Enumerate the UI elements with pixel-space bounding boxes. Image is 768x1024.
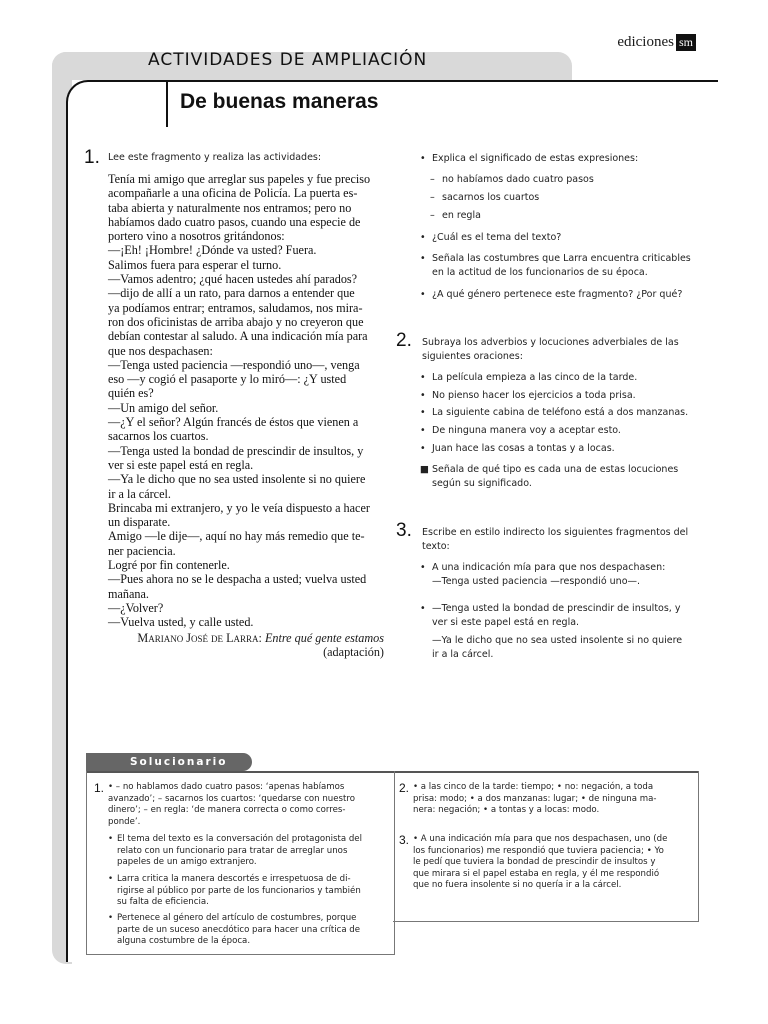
activity-3-instruction-line-1: Escribe en estilo indirecto los siguientes fragmentos del: [422, 527, 689, 538]
sentence-text: No pienso hacer los ejercicios a toda prisa.: [432, 390, 636, 401]
passage-line: —Tenga usted paciencia —respondió uno—, venga: [108, 357, 360, 372]
activity-2-number: 2.: [396, 330, 412, 351]
expression-item: – en regla: [430, 210, 481, 221]
solution-line: • a las cinco de la tarde: tiempo; • no: negación, a toda: [413, 782, 654, 792]
passage-line: —Un amigo del señor.: [108, 400, 219, 415]
indirect-item-2-line-2: ver si este papel está en regla.: [432, 617, 580, 628]
section-heading: ACTIVIDADES DE AMPLIACIÓN: [148, 50, 428, 70]
activity-1-instruction: Lee este fragmento y realiza las actividades:: [108, 152, 322, 163]
task-line-1: Señala de qué tipo es cada una de estas locuciones: [432, 464, 679, 475]
passage-line: portero vino a nosotros gritándonos:: [108, 229, 285, 244]
passage-line: sacarnos los cuartos.: [108, 429, 209, 444]
passage-line: Salimos fuera para esperar el turno.: [108, 257, 282, 272]
solution-2-text: [413, 782, 695, 817]
passage-line: —Ya le dicho que no sea usted insolente si no quiere: [108, 472, 366, 487]
passage-line: habíamos dado cuatro pasos, cuando una especie de: [108, 214, 361, 229]
passage-line: taba abierta y naturalmente nos entramos; pero no: [108, 200, 352, 215]
activity-2-instruction-line-2: siguientes oraciones:: [422, 351, 523, 362]
task-line-2: según su significado.: [432, 478, 532, 489]
sentence-item: • La película empieza a las cinco de la tarde.: [420, 372, 638, 383]
sentence-item: • De ninguna manera voy a aceptar esto.: [420, 425, 621, 436]
expression-text: en regla: [442, 210, 481, 221]
passage-line: Amigo —le dije—, aquí no hay más remedio que te-: [108, 529, 365, 544]
passage-line: —¡Eh! ¡Hombre! ¿Dónde va usted? Fuera.: [108, 243, 317, 258]
solution-line: ponde’.: [108, 816, 141, 827]
passage-line: ron dos oficinistas de arriba abajo y no creyeron que: [108, 314, 364, 329]
solution-line: • Pertenece al género del artículo de costumbres, porque: [108, 913, 357, 923]
solution-1-criticism: [108, 874, 390, 909]
publisher-badge: sm: [676, 34, 696, 51]
solution-line: le pedí que tuviera la bondad de prescindir de insultos y: [413, 857, 656, 868]
sentence-item: • La siguiente cabina de teléfono está a dos manzanas.: [420, 407, 689, 418]
activity-3-instruction-line-2: texto:: [422, 541, 450, 552]
page-title: De buenas maneras: [180, 90, 379, 113]
indirect-item-1: • A una indicación mía para que nos despachasen: —Tenga usted paciencia —respondió uno—.: [420, 562, 666, 587]
indirect-item-1-line-2: —Tenga usted paciencia —respondió uno—.: [432, 576, 641, 587]
passage-line: —Vamos adentro; ¿qué hacen ustedes ahí parados?: [108, 272, 358, 287]
solution-line: rigirse al público por parte de los funcionarios y también: [117, 885, 361, 896]
question-customs-line-1: Señala las costumbres que Larra encuentra criticables: [432, 253, 691, 264]
solution-line: que no fuera insolente si no quería ir a la cárcel.: [413, 880, 622, 891]
passage-line: —dijo de allí a un rato, para darnos a entender que: [108, 286, 355, 301]
sentence-text: De ninguna manera voy a aceptar esto.: [432, 425, 621, 436]
passage-line: ya podíamos entrar; entramos, saludamos, nos mira-: [108, 300, 363, 315]
question-genre-text: ¿A qué género pertenece este fragmento? ¿Por qué?: [432, 289, 683, 300]
solution-line: los funcionarios) me respondió que tuviera paciencia; • Yo: [413, 845, 664, 856]
solution-line: que mirara si el papel estaba en regla, y él me respondió: [413, 868, 660, 879]
passage-line: Logré por fin contenerle.: [108, 558, 230, 573]
passage-line: quién es?: [108, 386, 154, 401]
expression-text: no habíamos dado cuatro pasos: [442, 174, 594, 185]
indirect-item-2-line-3: —Ya le dicho que no sea usted insolente si no quiere: [432, 635, 683, 646]
solution-line: • El tema del texto es la conversación del protagonista del: [108, 834, 362, 844]
passage-line: ver si este papel está en regla.: [108, 457, 254, 472]
passage-line: —¿Volver?: [108, 600, 164, 615]
question-genre: • ¿A qué género pertenece este fragmento? ¿Por qué?: [420, 289, 683, 300]
solution-3-text: [413, 834, 695, 892]
solution-3-number: 3.: [399, 833, 410, 847]
expression-item: – sacarnos los cuartos: [430, 192, 540, 203]
activity-3-number: 3.: [396, 520, 412, 541]
sentence-item: • Juan hace las cosas a tontas y a locas.: [420, 443, 615, 454]
activity-3-instruction: [422, 526, 688, 554]
passage-line: —Vuelva usted, y calle usted.: [108, 615, 254, 630]
solution-line: relato con un funcionario para tratar de arreglar unos: [117, 845, 348, 856]
solution-line: • A una indicación mía para que nos despachasen, uno (de: [413, 834, 668, 844]
passage-line: mañana.: [108, 586, 149, 601]
task-locuciones: [420, 463, 678, 491]
question-meaning-text: Explica el significado de estas expresiones:: [432, 153, 639, 164]
solution-1-meanings: [108, 782, 390, 828]
title-divider: [166, 81, 168, 127]
passage-line: Tenía mi amigo que arreglar sus papeles y fue preciso: [108, 172, 371, 186]
sentence-text: La siguiente cabina de teléfono está a dos manzanas.: [432, 407, 689, 418]
square-bullet-icon: ■: [420, 464, 429, 475]
question-customs-line-2: en la actitud de los funcionarios de su época.: [432, 267, 648, 278]
sentence-text: La película empieza a las cinco de la tarde.: [432, 372, 638, 383]
activity-2-instruction: [422, 336, 679, 364]
solution-line: • – no hablamos dado cuatro pasos: ‘apenas habíamos: [108, 782, 345, 792]
solucionario-tab: Solucionario: [86, 753, 252, 771]
question-theme: • ¿Cuál es el tema del texto?: [420, 232, 562, 243]
passage-line: un disparate.: [108, 515, 171, 530]
indirect-item-2: • —Tenga usted la bondad de prescindir de insultos, y ver si este papel está en regla.: [420, 603, 681, 628]
sentence-item: • No pienso hacer los ejercicios a toda prisa.: [420, 390, 636, 401]
solution-line: avanzado’; – sacarnos los cuartos: ‘quedarse con nuestro: [108, 793, 355, 804]
expression-item: – no habíamos dado cuatro pasos: [430, 174, 594, 185]
expression-text: sacarnos los cuartos: [442, 192, 540, 203]
solution-line: • Larra critica la manera descortés e irrespetuosa de di-: [108, 874, 351, 884]
passage-line: ner paciencia.: [108, 543, 176, 558]
author-name: Mariano José de Larra:: [137, 631, 262, 645]
solution-line: dinero’; – en regla: ‘de manera correcta o como corres-: [108, 805, 346, 816]
solution-line: prisa: modo; • a dos manzanas: lugar; • de ninguna ma-: [413, 793, 657, 804]
activity-2-instruction-line-1: Subraya los adverbios y locuciones adverbiales de las: [422, 337, 679, 348]
question-theme-text: ¿Cuál es el tema del texto?: [432, 232, 562, 243]
solution-line: parte de un suceso anecdótico para hacer una crítica de: [117, 924, 361, 935]
passage-line: que nos despachasen:: [108, 343, 213, 358]
question-meaning: • Explica el significado de estas expresiones:: [420, 153, 639, 164]
solution-2-number: 2.: [399, 781, 410, 795]
passage-line: —Pues ahora no se le despacha a usted; vuelva usted: [108, 572, 367, 587]
larra-passage: [108, 172, 384, 630]
sentence-text: Juan hace las cosas a tontas y a locas.: [432, 443, 615, 454]
publisher-name: ediciones: [617, 34, 674, 50]
solution-line: su falta de eficiencia.: [117, 897, 209, 908]
solution-line: alguna costumbre de la época.: [117, 936, 251, 947]
passage-line: —¿Y el señor? Algún francés de éstos que vienen a: [108, 415, 359, 430]
passage-line: eso —y cogió el pasaporte y lo miró—: ¿Y usted: [108, 372, 347, 387]
solution-line: nera: negación; • a tontas y a locas: modo.: [413, 805, 600, 816]
passage-line: Brincaba mi extranjero, y yo le veía dispuesto a hacer: [108, 500, 370, 515]
adaptation-note: (adaptación): [323, 645, 384, 660]
indirect-item-1-line-1: A una indicación mía para que nos despachasen:: [432, 562, 666, 573]
indirect-item-2-line-4: ir a la cárcel.: [432, 649, 494, 660]
indirect-item-2-continued: [420, 634, 682, 662]
passage-line: —Tenga usted la bondad de prescindir de insultos, y: [108, 443, 364, 458]
passage-line: acompañarle a una oficina de Policía. La puerta es-: [108, 186, 358, 201]
indirect-item-2-line-1: —Tenga usted la bondad de prescindir de insultos, y: [432, 603, 681, 614]
publisher-logo: [617, 34, 696, 51]
passage-attribution: [108, 631, 384, 660]
solution-1-genre: [108, 913, 390, 948]
activity-1-number: 1.: [84, 147, 100, 168]
question-customs: • Señala las costumbres que Larra encuentra criticables en la actitud de los funcionarios de su época.: [420, 253, 691, 278]
solution-1-number: 1.: [94, 781, 105, 795]
solution-1-theme: [108, 834, 390, 869]
passage-line: debían contestar al saludo. A una indicación mía para: [108, 329, 368, 344]
solution-line: papeles de un amigo extranjero.: [117, 857, 257, 868]
passage-line: ir a la cárcel.: [108, 486, 171, 501]
work-title: Entre qué gente estamos: [264, 631, 384, 645]
